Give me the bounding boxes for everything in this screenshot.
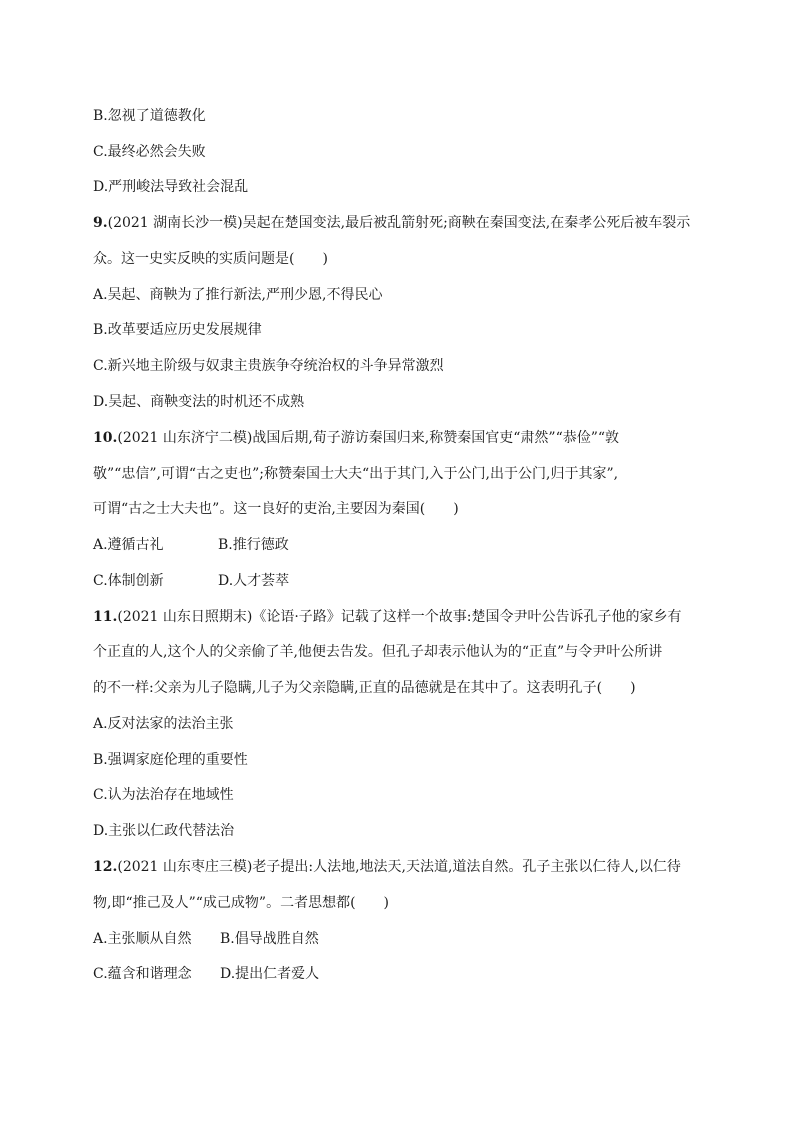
q11-number: 11. bbox=[93, 609, 118, 625]
q9-stem-text1: (2021 湖南长沙一模)吴起在楚国变法,最后被乱箭射死;商鞅在秦国变法,在秦孝公死后被车裂示 bbox=[107, 215, 691, 231]
q11-option-c: C.认为法治存在地域性 bbox=[93, 787, 234, 803]
q12-option-c: C.蕴含和谐理念 bbox=[93, 966, 192, 982]
q12-option-a: A.主张顺从自然 bbox=[93, 931, 192, 947]
q10-option-a: A.遵循古礼 bbox=[93, 537, 164, 553]
q12-number: 12. bbox=[93, 859, 118, 875]
q10-options-row1 bbox=[93, 536, 289, 554]
q12-stem-line2: 物,即“推己及人”“成己成物”。二者思想都( ) bbox=[93, 895, 390, 911]
q10-option-b: B.推行德政 bbox=[218, 537, 289, 553]
q9-option-d: D.吴起、商鞅变法的时机还不成熟 bbox=[93, 394, 305, 410]
q12-options-row1 bbox=[93, 930, 319, 948]
q12-stem-line1 bbox=[93, 858, 681, 876]
q11-option-d: D.主张以仁政代替法治 bbox=[93, 823, 235, 839]
q10-stem-line3: 可谓“古之士大夫也”。这一良好的吏治,主要因为秦国( ) bbox=[93, 501, 459, 517]
q12-option-d: D.提出仁者爱人 bbox=[220, 966, 320, 982]
q10-option-c: C.体制创新 bbox=[93, 573, 164, 589]
q10-stem-text1: (2021 山东济宁二模)战国后期,荀子游访秦国归来,称赞秦国官吏“肃然”“恭俭”“敦 bbox=[117, 430, 620, 446]
q11-option-b: B.强调家庭伦理的重要性 bbox=[93, 752, 248, 768]
q10-number: 10. bbox=[93, 430, 118, 446]
q11-stem-text1: (2021 山东日照期末)《论语·子路》记载了这样一个故事:楚国令尹叶公告诉孔子他的家乡有 bbox=[117, 609, 682, 625]
q12-option-b: B.倡导战胜自然 bbox=[220, 931, 319, 947]
q10-options-row2 bbox=[93, 572, 290, 590]
q10-stem-line2: 敬”“忠信”,可谓“古之吏也”;称赞秦国士大夫“出于其门,入于公门,出于公门,归于其家”, bbox=[93, 466, 619, 482]
q8-option-c: C.最终必然会失败 bbox=[93, 144, 206, 160]
q12-stem-text1: (2021 山东枣庄三模)老子提出:人法地,地法天,天法道,道法自然。孔子主张以仁待人,以仁待 bbox=[117, 859, 681, 875]
q9-option-c: C.新兴地主阶级与奴隶主贵族争夺统治权的斗争异常激烈 bbox=[93, 358, 444, 374]
q8-option-d: D.严刑峻法导致社会混乱 bbox=[93, 179, 249, 195]
q8-option-b: B.忽视了道德教化 bbox=[93, 108, 206, 124]
q9-stem-line1 bbox=[93, 214, 690, 232]
q9-stem-line2: 众。这一史实反映的实质问题是( ) bbox=[93, 251, 328, 267]
q9-number: 9. bbox=[93, 215, 108, 231]
q11-stem-line3: 的不一样:父亲为儿子隐瞒,儿子为父亲隐瞒,正直的品德就是在其中了。这表明孔子( ) bbox=[93, 680, 636, 696]
q10-stem-line1 bbox=[93, 429, 619, 447]
q11-option-a: A.反对法家的法治主张 bbox=[93, 716, 234, 732]
q9-option-a: A.吴起、商鞅为了推行新法,严刑少恩,不得民心 bbox=[93, 287, 383, 303]
q11-stem-line2: 个正直的人,这个人的父亲偷了羊,他便去告发。但孔子却表示他认为的“正直”与令尹叶公所讲 bbox=[93, 644, 663, 660]
q11-stem-line1 bbox=[93, 608, 682, 626]
q10-option-d: D.人才荟萃 bbox=[218, 573, 290, 589]
q12-options-row2 bbox=[93, 965, 320, 983]
q9-option-b: B.改革要适应历史发展规律 bbox=[93, 322, 262, 338]
